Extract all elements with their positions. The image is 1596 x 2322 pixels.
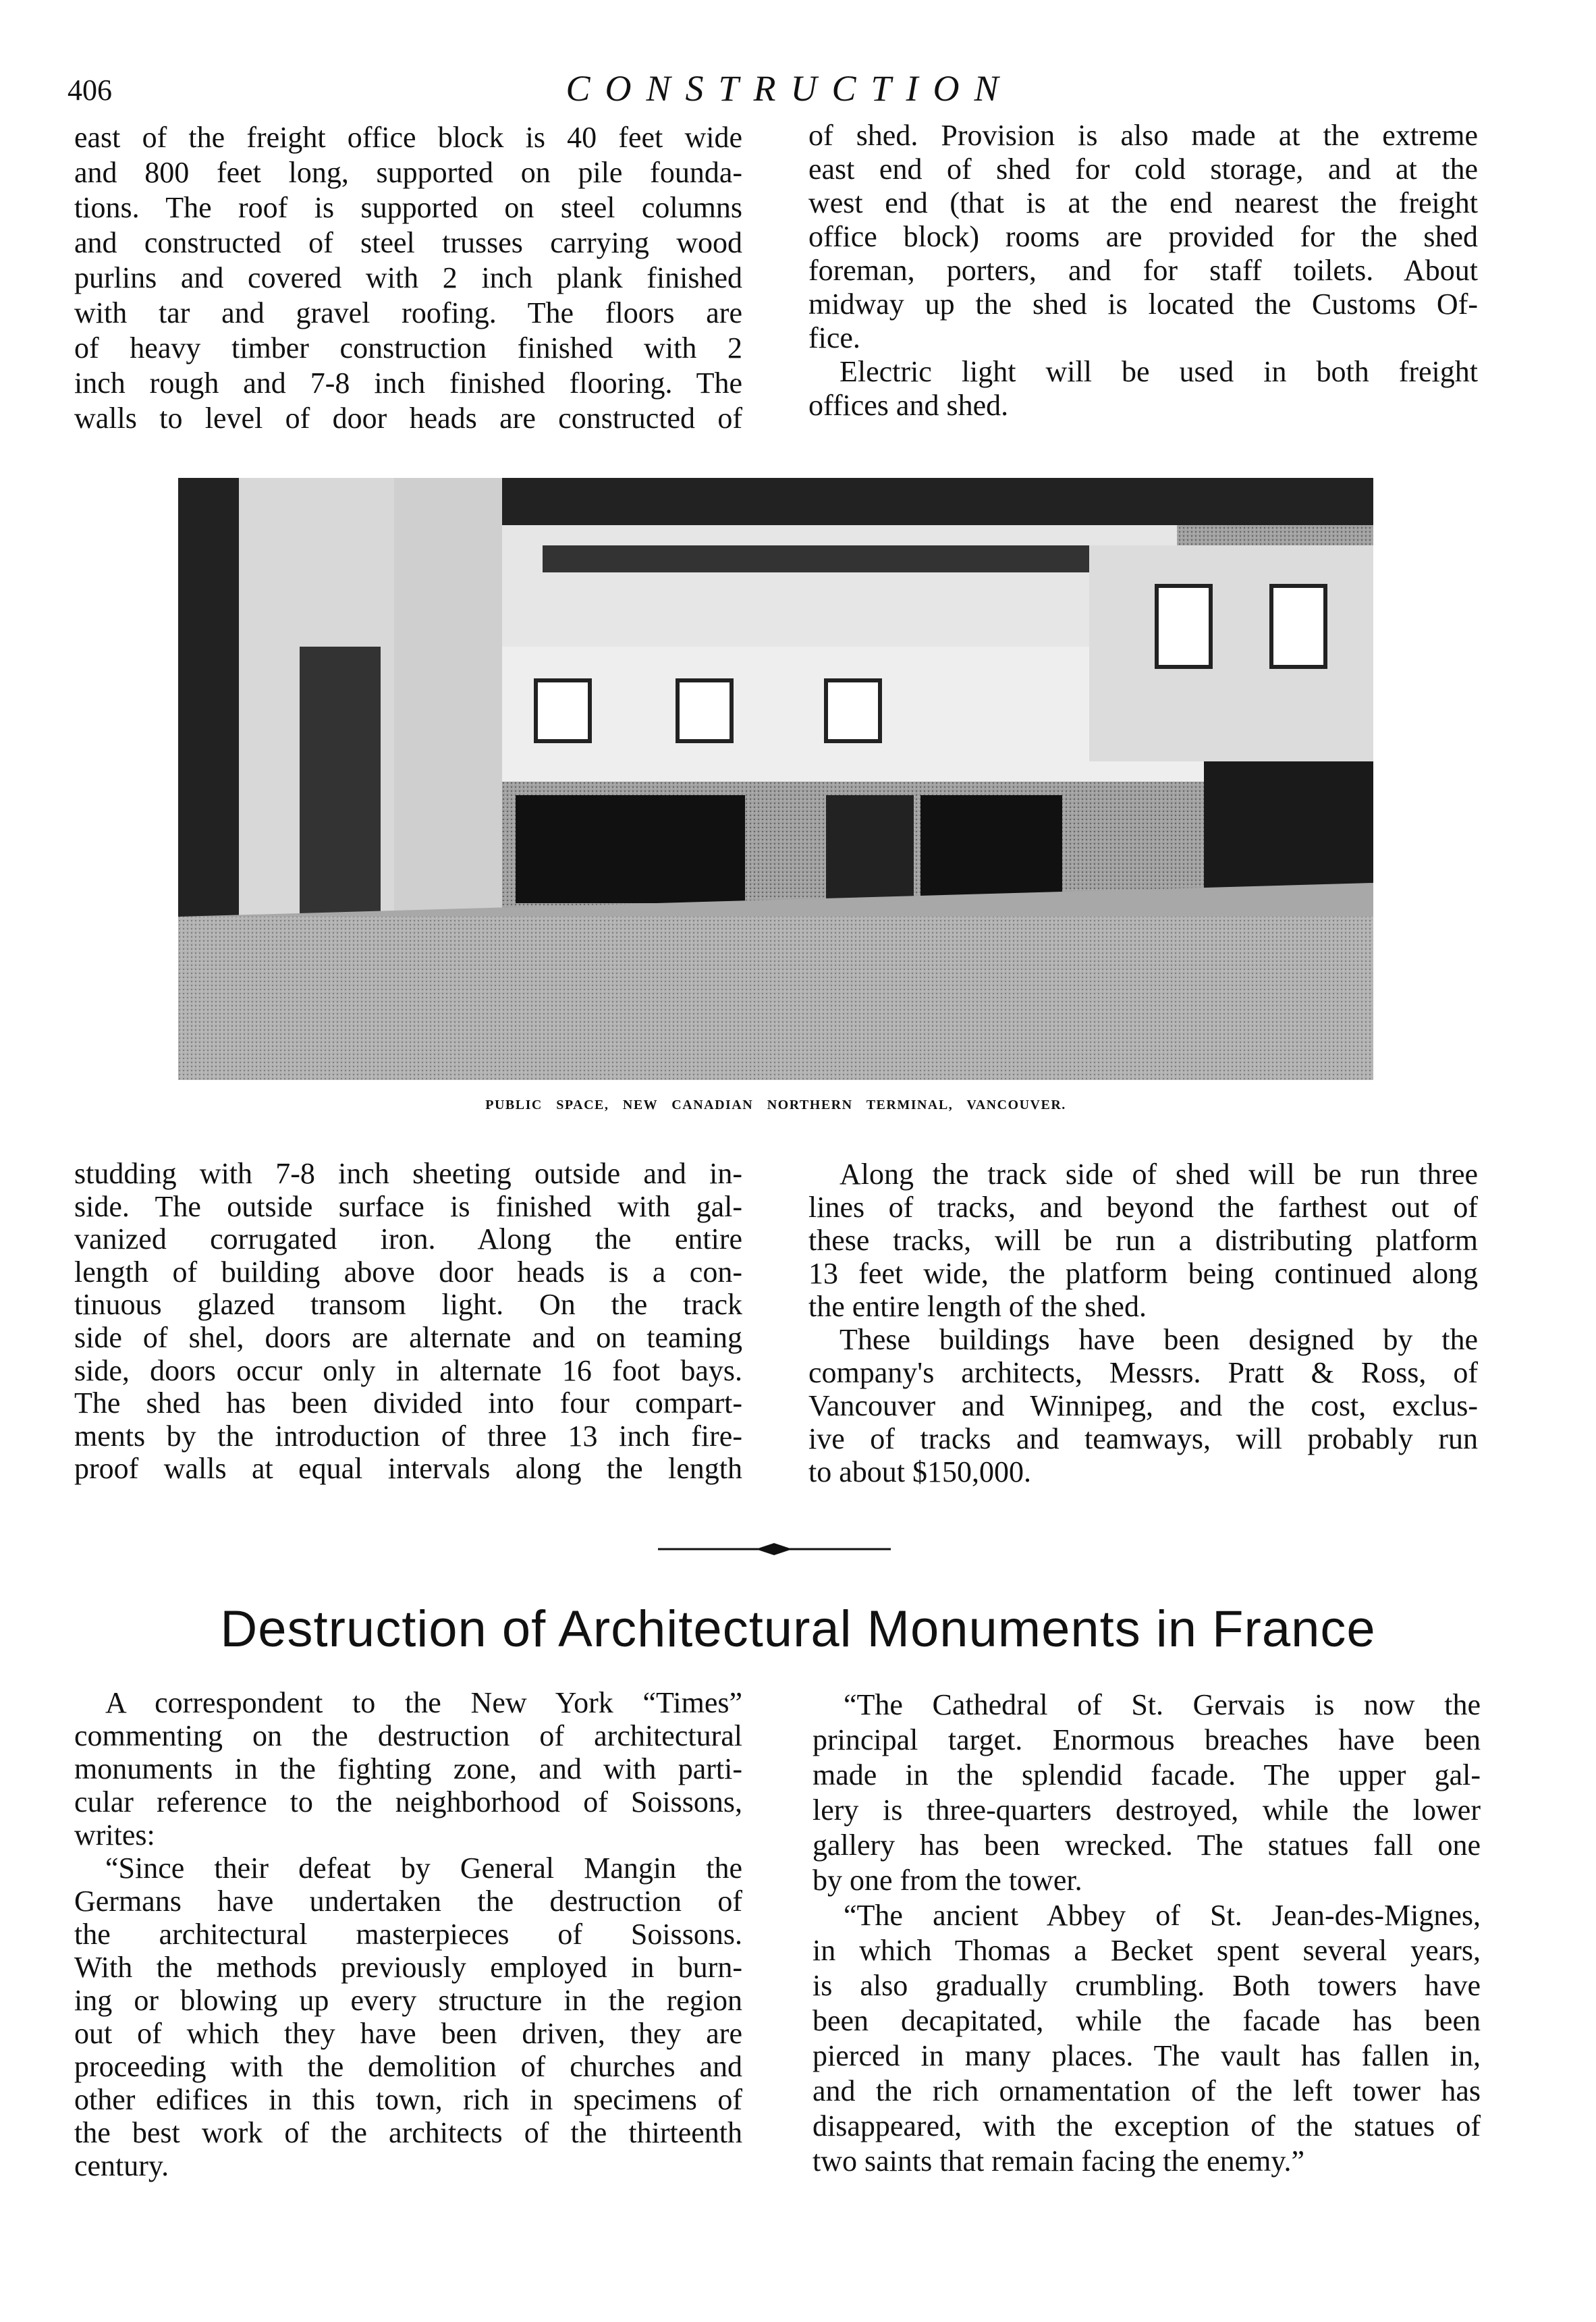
text-line: With the methods previously employed in burn- (74, 1951, 742, 1984)
text-line: office block) rooms are provided for the shed (808, 220, 1478, 253)
text-line: cular reference to the neighborhood of Soissons, (74, 1785, 742, 1818)
text-line: ing or blowing up every structure in the region (74, 1984, 742, 2017)
text-line: ments by the introduction of three 13 inch fire- (74, 1419, 742, 1453)
text-line: “The ancient Abbey of St. Jean-des-Mignes, (844, 1899, 1481, 1932)
paragraph (808, 119, 1478, 355)
text-line: principal target. Enormous breaches have been (813, 1723, 1481, 1756)
article1-column-3 (74, 1158, 742, 1486)
text-line: 13 feet wide, the platform being continued along (808, 1257, 1478, 1290)
paragraph (813, 1688, 1481, 1898)
text-line: is also gradually crumbling. Both towers have (813, 1969, 1481, 2002)
text-line: of shed. Provision is also made at the extreme (808, 119, 1478, 152)
page-number: 406 (67, 74, 112, 107)
text-line: disappeared, with the exception of the statues of (813, 2109, 1481, 2142)
text-line: monuments in the fighting zone, and with parti- (74, 1752, 742, 1785)
text-line: “The Cathedral of St. Gervais is now the (844, 1688, 1481, 1721)
article-title: Destruction of Architectural Monuments in France (220, 1600, 1376, 1658)
text-line: The shed has been divided into four compart- (74, 1386, 742, 1420)
text-line: lines of tracks, and beyond the farthest out of (808, 1191, 1478, 1224)
text-line: proceeding with the demolition of churches and (74, 2050, 742, 2083)
photo-caption: PUBLIC SPACE, NEW CANADIAN NORTHERN TERMINAL, VANCOUVER. (485, 1098, 1066, 1112)
text-line: proof walls at equal intervals along the length (74, 1452, 742, 1486)
text-line: studding with 7-8 inch sheeting outside and in- (74, 1157, 742, 1190)
text-line: the entire length of the shed. (808, 1290, 1147, 1323)
text-line: the architectural masterpieces of Soissons. (74, 1918, 742, 1951)
paragraph (813, 1898, 1481, 2179)
running-title: CONSTRUCTION (566, 68, 1014, 109)
text-line: fice. (808, 321, 860, 354)
text-line: and constructed of steel trusses carrying wood (74, 226, 742, 259)
article1-column-1 (74, 120, 742, 436)
text-line: with tar and gravel roofing. The floors are (74, 296, 742, 329)
text-line: inch rough and 7-8 inch finished flooring. The (74, 367, 742, 400)
text-line: Vancouver and Winnipeg, and the cost, exclus- (808, 1389, 1478, 1422)
text-line: midway up the shed is located the Customs Of- (808, 288, 1478, 321)
text-line: two saints that remain facing the enemy.” (813, 2144, 1305, 2178)
text-line: vanized corrugated iron. Along the entire (74, 1222, 742, 1256)
text-line: side. The outside surface is finished with gal- (74, 1189, 742, 1223)
text-line: pierced in many places. The vault has fallen in, (813, 2039, 1481, 2072)
text-line: and the rich ornamentation of the left tower has (813, 2074, 1481, 2107)
text-line: company's architects, Messrs. Pratt & Ross, of (808, 1356, 1478, 1389)
text-line: been decapitated, while the facade has been (813, 2004, 1481, 2037)
text-line: made in the splendid facade. The upper gal- (813, 1758, 1481, 1791)
text-line: foreman, porters, and for staff toilets. About (808, 254, 1478, 287)
text-line: to about $150,000. (808, 1455, 1031, 1488)
text-line: A correspondent to the New York “Times” (105, 1686, 742, 1719)
section-divider-ornament (658, 1540, 891, 1558)
text-line: length of building above door heads is a con- (74, 1255, 742, 1289)
paragraph (74, 1852, 742, 2182)
text-line: side of shel, doors are alternate and on teaming (74, 1320, 742, 1354)
text-line: Germans have undertaken the destruction of (74, 1885, 742, 1918)
text-line: offices and shed. (808, 389, 1009, 422)
paragraph (74, 1686, 742, 1852)
text-line: Electric light will be used in both freight (840, 355, 1478, 388)
text-line: lery is three-quarters destroyed, while the lower (813, 1793, 1481, 1827)
text-line: “Since their defeat by General Mangin the (105, 1852, 742, 1885)
text-line: purlins and covered with 2 inch plank finished (74, 261, 742, 294)
text-line: writes: (74, 1818, 155, 1852)
article1-column-4 (808, 1158, 1478, 1488)
text-line: and 800 feet long, supported on pile founda- (74, 156, 742, 189)
text-line: Along the track side of shed will be run three (840, 1158, 1478, 1191)
text-line: gallery has been wrecked. The statues fall one (813, 1829, 1481, 1862)
text-line: tions. The roof is supported on steel columns (74, 191, 742, 224)
paragraph (74, 1158, 742, 1486)
text-line: other edifices in this town, rich in specimens of (74, 2083, 742, 2116)
text-line: east end of shed for cold storage, and at the (808, 153, 1478, 186)
text-line: west end (that is at the end nearest the freight (808, 186, 1478, 219)
paragraph (808, 1323, 1478, 1488)
paragraph (74, 120, 742, 436)
text-line: century. (74, 2149, 169, 2182)
text-line: east of the freight office block is 40 feet wide (74, 121, 742, 154)
text-line: commenting on the destruction of architectural (74, 1719, 742, 1752)
terminal-hall-photo (178, 478, 1373, 1080)
text-line: by one from the tower. (813, 1864, 1082, 1897)
text-line: out of which they have been driven, they are (74, 2017, 742, 2050)
article2-column-2 (813, 1688, 1481, 2179)
text-line: in which Thomas a Becket spent several years, (813, 1934, 1481, 1967)
text-line: walls to level of door heads are constructed of (74, 402, 742, 435)
text-line: of heavy timber construction finished with 2 (74, 331, 742, 364)
text-line: these tracks, will be run a distributing platform (808, 1224, 1478, 1257)
text-line: tinuous glazed transom light. On the track (74, 1288, 742, 1322)
paragraph (808, 355, 1478, 423)
article2-column-1 (74, 1686, 742, 2182)
text-line: the best work of the architects of the thirteenth (74, 2116, 742, 2149)
paragraph (808, 1158, 1478, 1323)
text-line: ive of tracks and teamways, will probably run (808, 1422, 1478, 1455)
article1-column-2 (808, 119, 1478, 423)
text-line: side, doors occur only in alternate 16 foot bays. (74, 1353, 742, 1387)
text-line: These buildings have been designed by the (840, 1323, 1478, 1356)
